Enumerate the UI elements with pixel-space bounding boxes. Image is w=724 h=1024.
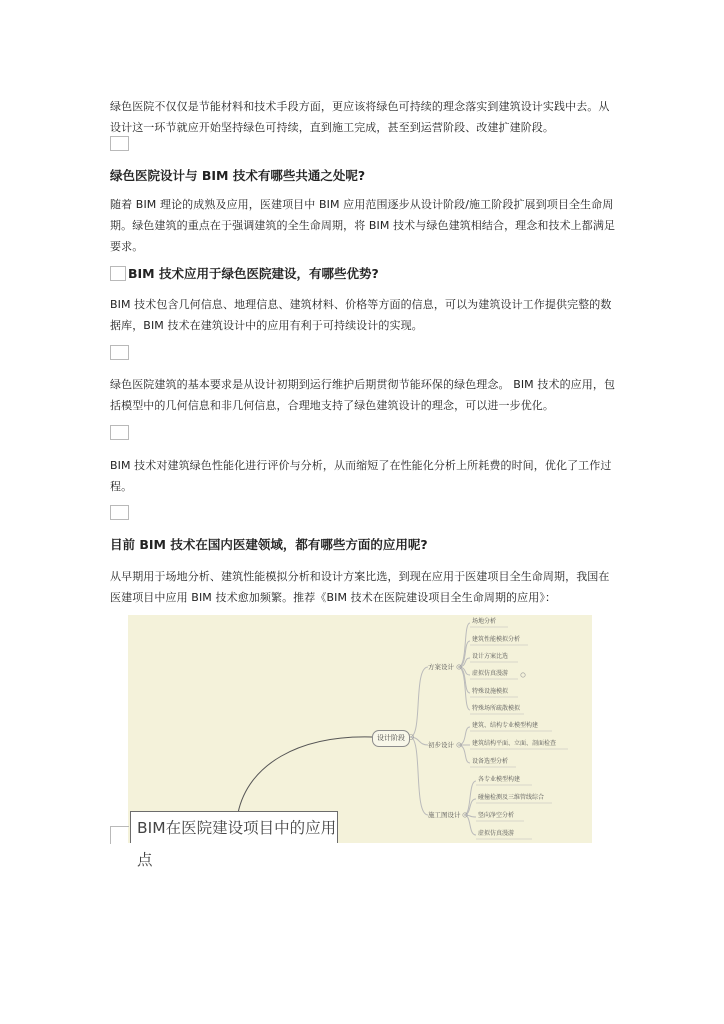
image-placeholder-icon	[110, 345, 129, 360]
mindmap-leaf: 建筑、结构专业模型构建	[472, 722, 539, 729]
image-placeholder-icon	[110, 136, 129, 151]
paragraph-recommendation: 从早期用于场地分析、建筑性能模拟分析和设计方案比选，到现在应用于医建项目全生命周期，我国在医建项目中应用 BIM 技术愈加频繁。推荐《BIM 技术在医院建设项目全生命周期的应用》：	[110, 570, 610, 604]
image-placeholder-icon	[110, 826, 129, 844]
mindmap-leaf: 碰撞检测及三维管线综合	[478, 794, 545, 801]
mindmap-leaf: 建筑结构平面、立面、剖面检查	[472, 740, 557, 747]
mindmap-branch-construction: 施工图设计	[428, 811, 461, 819]
mindmap-leaf: 各专业模型构建	[478, 776, 521, 783]
mindmap-branch-preliminary: 初步设计	[428, 741, 454, 749]
paragraph-performance-analysis: BIM 技术对建筑绿色性能化进行评价与分析，从而缩短了在性能化分析上所耗费的时间，优化了工作过程。	[110, 459, 612, 493]
image-placeholder-icon	[110, 425, 129, 440]
image-placeholder-icon	[110, 505, 129, 520]
mindmap-leaf: 设备选型分析	[472, 758, 509, 765]
paragraph-bim-information: BIM 技术包含几何信息、地理信息、建筑材料、价格等方面的信息，可以为建筑设计工作提供完整的数据库，BIM 技术在建筑设计中的应用有利于可持续设计的实现。	[110, 298, 612, 332]
mindmap-leaf: 虚拟仿真漫游	[478, 830, 515, 837]
mindmap-leaf: 场地分析	[472, 618, 497, 625]
mindmap-leaf: 特殊场所疏散模拟	[472, 705, 521, 712]
paragraph-green-hospital-intro: 绿色医院不仅仅是节能材料和技术手段方面，更应该将绿色可持续的理念落实到建筑设计实践中去。从设计这一环节就应开始坚持绿色可持续，直到施工完成，甚至到运营阶段、改建扩建阶段。	[110, 100, 610, 134]
mindmap-leaf: 特殊设施模拟	[472, 688, 509, 695]
mindmap-image	[128, 615, 592, 869]
mindmap-leaf: 竖向净空分析	[478, 812, 515, 819]
paragraph-bim-theory: 随着 BIM 理论的成熟及应用，医建项目中 BIM 应用范围逐步从设计阶段/施工阶段扩展到项目全生命周期。绿色建筑的重点在于强调建筑的全生命周期，将 BIM 技术与绿色建筑相结合，理念和技术上都满足要求。	[110, 198, 616, 253]
heading-domestic-applications: 目前 BIM 技术在国内医建领域，都有哪些方面的应用呢?	[110, 537, 428, 552]
heading-advantages	[110, 264, 616, 284]
mindmap-root-node: BIM在医院建设项目中的应用点	[130, 811, 338, 843]
mindmap-leaf: 虚拟仿真漫游	[472, 670, 509, 677]
mindmap-leaf: 建筑性能模拟分析	[472, 636, 521, 643]
mindmap-branch-scheme: 方案设计	[428, 663, 454, 671]
mindmap-stage-node: 设计阶段	[372, 730, 410, 747]
heading-commonalities: 绿色医院设计与 BIM 技术有哪些共通之处呢?	[110, 168, 366, 183]
paragraph-basic-requirements: 绿色医院建筑的基本要求是从设计初期到运行维护后期贯彻节能环保的绿色理念。 BIM 技术的应用，包括模型中的几何信息和非几何信息，合理地支持了绿色建筑设计的理念，可以进一步优化。	[110, 378, 616, 412]
heading-advantages-text: BIM 技术应用于绿色医院建设，有哪些优势?	[128, 266, 379, 281]
mindmap-leaf: 设计方案比选	[472, 653, 509, 660]
image-placeholder-icon	[110, 266, 126, 281]
